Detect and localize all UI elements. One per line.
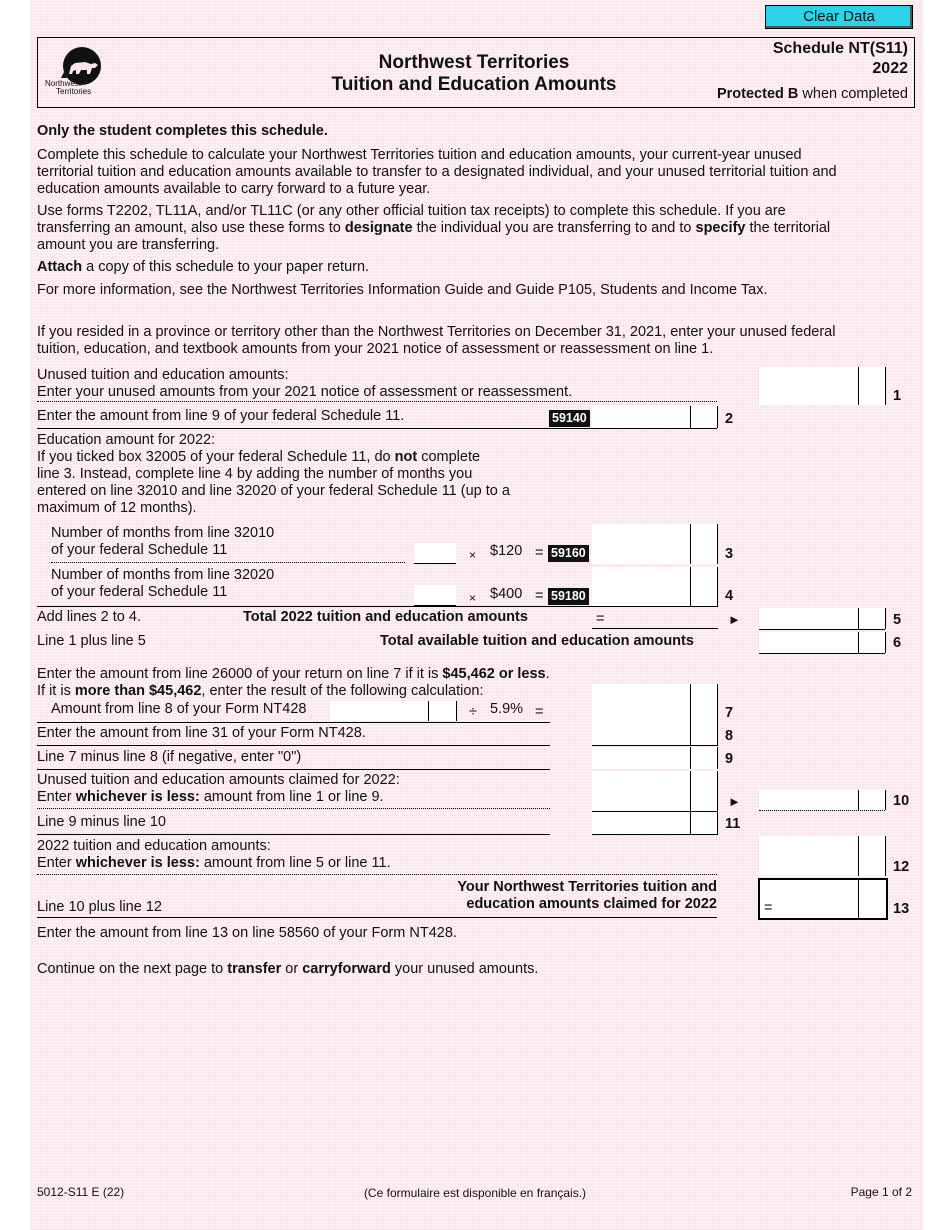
- line12-amount-input[interactable]: [759, 836, 885, 876]
- line7-label-b: [37, 683, 484, 700]
- footer-form-code: 5012-S11 E (22): [37, 1185, 125, 1199]
- protected-b-rest: when completed: [798, 86, 908, 102]
- line4-label-a: Number of months from line 32020: [51, 567, 275, 583]
- edu-line3: entered on line 32010 and line 32020 of your federal Schedule 11 (up to a: [37, 483, 510, 499]
- line-number-12: 12: [893, 859, 910, 875]
- line3-code: 59160: [548, 545, 589, 562]
- footer-french-note: (Ce formulaire est disponible en français.): [363, 1186, 587, 1200]
- line1-label-b: Enter your unused amounts from your 2021 notice of assessment or reassessment.: [37, 384, 573, 400]
- schedule-year: 2022: [872, 60, 908, 77]
- line13-label-a: Line 10 plus line 12: [37, 899, 162, 915]
- edu-heading: Education amount for 2022:: [37, 432, 216, 448]
- line2-label: Enter the amount from line 9 of your federal Schedule 11.: [37, 408, 405, 424]
- line-number-5: 5: [893, 612, 902, 628]
- resided-note-line2: tuition, education, and textbook amounts from your 2021 notice of assessment or reassessment on line 1.: [37, 341, 714, 357]
- line13-amount-input[interactable]: [758, 878, 888, 920]
- continue-transfer: transfer: [227, 961, 282, 977]
- line-number-11: 11: [725, 816, 741, 832]
- continue-3: or: [281, 961, 303, 977]
- clear-data-button[interactable]: Clear Data: [765, 5, 913, 29]
- line8-label: Enter the amount from line 31 of your Form NT428.: [37, 725, 366, 741]
- continue-1: Continue on the next page to: [37, 961, 228, 977]
- form-title-line2: Tuition and Education Amounts: [331, 74, 617, 95]
- line5-equals: =: [596, 611, 605, 627]
- intro-p2-line3: amount you are transferring.: [37, 237, 220, 253]
- line-number-2: 2: [725, 411, 734, 427]
- line7-equals: =: [535, 704, 544, 720]
- edu-line2: line 3. Instead, complete line 4 by adding the number of months you: [37, 466, 473, 482]
- continue-5: your unused amounts.: [390, 961, 539, 977]
- line11-label: Line 9 minus line 10: [37, 814, 166, 830]
- protected-b-label: [700, 86, 908, 103]
- l12-b3: amount from line 5 or line 11.: [199, 855, 391, 871]
- line7-nt428-input[interactable]: [330, 701, 456, 721]
- line7-amount-input[interactable]: [592, 684, 718, 724]
- line10-transfer-input[interactable]: [759, 790, 885, 810]
- line-number-6: 6: [893, 635, 902, 651]
- edu-line4: maximum of 12 months).: [37, 500, 197, 516]
- schedule-label: Schedule NT(S11): [772, 40, 908, 57]
- intro-p2-line2: [37, 220, 830, 237]
- line3-equals: =: [535, 545, 544, 561]
- line7-label-c: Amount from line 8 of your Form NT428: [51, 701, 307, 717]
- attach-note: [37, 259, 369, 276]
- line-number-9: 9: [725, 751, 734, 767]
- line-number-4: 4: [725, 588, 734, 604]
- edu-line1: [37, 449, 480, 466]
- line4-multiply: ×: [469, 591, 477, 605]
- line2-amount-input[interactable]: [592, 406, 718, 428]
- edu-1a: If you ticked box 32005 of your federal Schedule 11, do: [37, 449, 395, 465]
- line3-amount-input[interactable]: [592, 524, 718, 564]
- l7-a2: $45,462 or less: [442, 666, 546, 682]
- line4-equals: =: [535, 588, 544, 604]
- line4-label-b: of your federal Schedule 11: [51, 584, 228, 600]
- line-number-7: 7: [725, 705, 734, 721]
- intro-p2-line1: Use forms T2202, TL11A, and/or TL11C (or any other official tuition tax receipts) to complete this schedule. If you are: [37, 203, 786, 219]
- line4-months-input[interactable]: [414, 585, 456, 605]
- l10-b2: whichever is less:: [75, 789, 200, 805]
- intro-p1-line3: education amounts available to carry forward to a future year.: [37, 181, 431, 197]
- line8-amount-input[interactable]: [592, 723, 718, 745]
- line5-label-b: Total 2022 tuition and education amounts: [243, 609, 528, 625]
- form-title-line1: Northwest Territories: [378, 52, 570, 73]
- line13-label-b2: education amounts claimed for 2022: [466, 896, 717, 912]
- student-only-note: Only the student completes this schedule.: [37, 123, 328, 139]
- line1-label-a: Unused tuition and education amounts:: [37, 367, 289, 383]
- enter-line13-note: Enter the amount from line 13 on line 58560 of your Form NT428.: [37, 925, 457, 941]
- line3-label-b: of your federal Schedule 11: [51, 542, 228, 558]
- attach-rest: a copy of this schedule to your paper return.: [82, 259, 370, 275]
- l7-a3: .: [545, 666, 550, 682]
- line3-rate: $120: [490, 543, 523, 559]
- line7-divide: ÷: [469, 704, 477, 720]
- line6-label-a: Line 1 plus line 5: [37, 633, 146, 649]
- edu-1c: complete: [417, 449, 481, 465]
- line13-label-b1: Your Northwest Territories tuition and: [457, 879, 717, 895]
- line-number-3: 3: [725, 546, 734, 562]
- line10-label-a: Unused tuition and education amounts claimed for 2022:: [37, 772, 400, 788]
- line4-amount-input[interactable]: [592, 567, 718, 607]
- line6-label-b: Total available tuition and education amounts: [380, 633, 694, 649]
- line3-months-input[interactable]: [414, 543, 456, 563]
- line3-multiply: ×: [469, 548, 477, 562]
- line-number-1: 1: [893, 388, 902, 404]
- footer-page-number: Page 1 of 2: [850, 1185, 912, 1199]
- l7-b3: , enter the result of the following calculation:: [201, 683, 484, 699]
- continue-note: [37, 961, 538, 978]
- line4-code: 59180: [548, 588, 589, 605]
- l7-a1: Enter the amount from line 26000 of your return on line 7 if it is: [37, 666, 443, 682]
- more-info-note: For more information, see the Northwest Territories Information Guide and Guide P105, Students and Income Tax.: [37, 282, 768, 298]
- l10-b3: amount from line 1 or line 9.: [199, 789, 384, 805]
- line10-label-b: [37, 789, 384, 806]
- p2-text-c: the individual you are transferring to and to: [412, 220, 696, 236]
- line5-arrow-icon: ►: [728, 612, 741, 627]
- line9-label: Line 7 minus line 8 (if negative, enter "0"): [37, 749, 302, 765]
- line11-amount-input[interactable]: [592, 812, 718, 834]
- line12-label-b: [37, 855, 391, 872]
- intro-p1-line1: Complete this schedule to calculate your Northwest Territories tuition and education amounts, your current-year unused: [37, 147, 802, 163]
- protected-b-bold: Protected B: [716, 86, 799, 102]
- line-number-8: 8: [725, 728, 734, 744]
- line10-arrow-icon: ►: [728, 794, 741, 809]
- l12-b1: Enter: [37, 855, 76, 871]
- edu-not: not: [394, 449, 418, 465]
- line13-equals: =: [764, 900, 773, 916]
- line10-amount-input[interactable]: [592, 771, 718, 811]
- line12-label-a: 2022 tuition and education amounts:: [37, 838, 271, 854]
- line2-code: 59140: [549, 410, 590, 427]
- line3-label-a: Number of months from line 32010: [51, 525, 275, 541]
- line5-label-a: Add lines 2 to 4.: [37, 609, 141, 625]
- line-number-10: 10: [893, 793, 910, 809]
- line7-percent: 5.9%: [490, 701, 524, 717]
- p2-text-a: transferring an amount, also use these forms to: [37, 220, 345, 236]
- p2-text-e: the territorial: [745, 220, 831, 236]
- p2-designate: designate: [344, 220, 413, 236]
- line6-amount-input[interactable]: [759, 632, 885, 653]
- resided-note-line1: If you resided in a province or territory other than the Northwest Territories on December 31, 2021, enter your unused federal: [37, 324, 836, 340]
- line5-amount-input[interactable]: [759, 608, 885, 629]
- l10-b1: Enter: [37, 789, 76, 805]
- line7-label-a: [37, 666, 550, 683]
- l7-b2: more than $45,462: [74, 683, 202, 699]
- attach-bold: Attach: [37, 259, 83, 275]
- line1-amount-input[interactable]: [759, 367, 885, 405]
- l12-b2: whichever is less:: [75, 855, 200, 871]
- p2-specify: specify: [695, 220, 746, 236]
- logo-text-line2: Territories: [56, 87, 92, 96]
- line-number-13: 13: [893, 901, 910, 917]
- intro-p1-line2: territorial tuition and education amounts available to transfer to a designated individual, and your unused territorial tuition and: [37, 164, 837, 180]
- line9-amount-input[interactable]: [592, 747, 718, 769]
- continue-carryforward: carryforward: [302, 961, 391, 977]
- l7-b1: If it is: [37, 683, 75, 699]
- line4-rate: $400: [490, 586, 523, 602]
- logo-text-line1: Northwest: [45, 79, 82, 88]
